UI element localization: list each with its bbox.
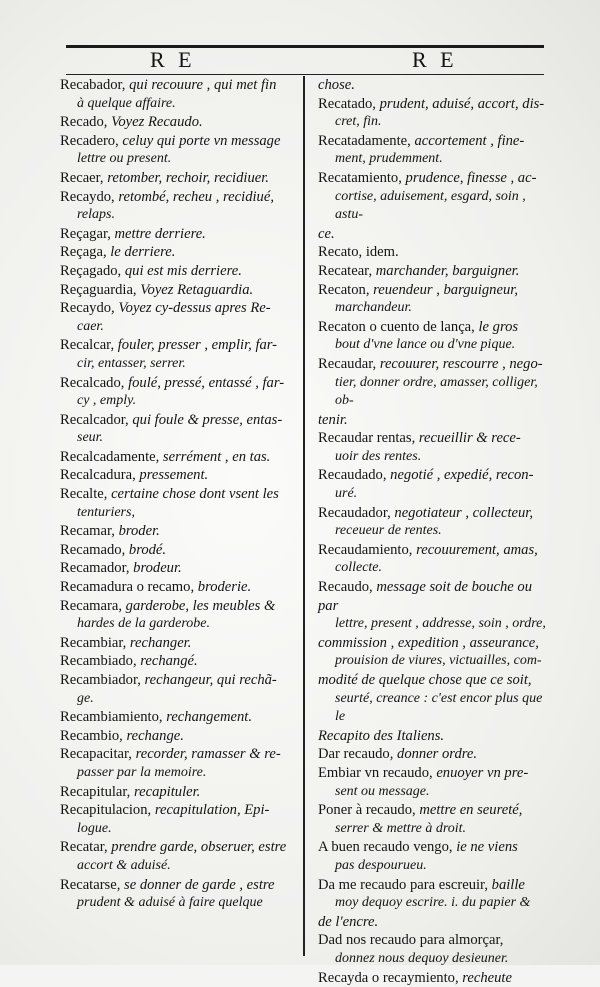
dictionary-entry xyxy=(60,541,298,560)
entry-definition: garderobe, les meubles & xyxy=(126,598,276,614)
entry-definition: negotiateur , collecteur, xyxy=(394,505,533,521)
entry-headword: Recambiar, xyxy=(60,635,130,651)
entry-definition: marchander, barguigner. xyxy=(376,263,520,279)
entry-continuation: collecte. xyxy=(318,559,550,578)
entry-headword: Recambiamiento, xyxy=(60,709,166,725)
dictionary-entry xyxy=(60,466,298,485)
entry-continuation: hardes de la garderobe. xyxy=(60,615,298,634)
entry-headword: Recambio, xyxy=(60,728,126,744)
entry-definition: celuy qui porte vn message xyxy=(122,133,280,149)
entry-definition: recouurer, rescourre , nego- xyxy=(380,356,543,372)
entry-continuation: caer. xyxy=(60,318,298,337)
entry-continuation: lettre, present , addresse, soin , ordre, xyxy=(318,615,550,634)
entry-headword: Recamado, xyxy=(60,542,129,558)
entry-definition: commission , expedition , asseurance, xyxy=(318,635,539,651)
entry-continuation: marchandeur. xyxy=(318,299,550,318)
entry-definition: qui recouure , qui met fin xyxy=(129,77,276,93)
dictionary-entry xyxy=(60,634,298,653)
dictionary-entry xyxy=(60,169,298,188)
entry-continuation: bout d'vne lance ou d'vne pique. xyxy=(318,336,550,355)
dictionary-entry xyxy=(60,801,298,838)
entry-definition: accortement , fine- xyxy=(414,133,524,149)
entry-headword: Recaudar, xyxy=(318,356,380,372)
entry-definition: negotié , expedié, recon- xyxy=(390,467,533,483)
entry-definition: rechangé. xyxy=(140,653,197,669)
entry-definition: Voyez cy-dessus apres Re- xyxy=(118,300,270,316)
entry-definition: qui est mis derriere. xyxy=(125,263,242,279)
entry-continuation: lettre ou present. xyxy=(60,150,298,169)
entry-headword: Recatear, xyxy=(318,263,376,279)
entry-headword: Recaton o cuento de lança, xyxy=(318,319,478,335)
entry-definition: rechange. xyxy=(126,728,183,744)
entry-headword: Recayda o recaymiento, xyxy=(318,970,462,986)
dictionary-entry xyxy=(318,132,550,169)
entry-definition: Voyez Recaudo. xyxy=(111,114,203,130)
dictionary-entry xyxy=(318,429,550,466)
entry-headword: Recamara, xyxy=(60,598,126,614)
entry-continuation: tier, donner ordre, amasser, colliger, ob- xyxy=(318,374,550,411)
entry-continuation: pas despourueu. xyxy=(318,857,550,876)
entry-definition: chose. xyxy=(318,77,355,93)
entry-headword: Embiar vn recaudo, xyxy=(318,765,436,781)
entry-headword: Recabador, xyxy=(60,77,129,93)
entry-definition: fouler, presser , emplir, far- xyxy=(118,337,277,353)
entry-definition: prendre garde, obseruer, estre xyxy=(111,839,286,855)
dictionary-entry xyxy=(318,411,550,430)
entry-headword: Da me recaudo para escreuir, xyxy=(318,877,492,893)
entry-continuation: uoir des rentes. xyxy=(318,448,550,467)
entry-continuation: ge. xyxy=(60,690,298,709)
entry-continuation: sent ou message. xyxy=(318,783,550,802)
dictionary-entry xyxy=(318,801,550,838)
entry-continuation: cortise, aduisement, esgard, soin , astu- xyxy=(318,188,550,225)
entry-headword: Recatadamente, xyxy=(318,133,414,149)
entry-headword: Recapacitar, xyxy=(60,746,136,762)
dictionary-entry xyxy=(60,281,298,300)
dictionary-entry xyxy=(318,578,550,634)
entry-continuation: ment, prudemment. xyxy=(318,150,550,169)
entry-headword: Recaydo, xyxy=(60,189,118,205)
header-rule xyxy=(66,45,544,48)
dictionary-entry xyxy=(318,913,550,932)
running-head-right: R E xyxy=(412,47,458,73)
header-bottom-rule xyxy=(66,74,544,75)
entry-headword: Recaudamiento, xyxy=(318,542,416,558)
dictionary-entry xyxy=(318,745,550,764)
entry-definition: pressement. xyxy=(139,467,208,483)
dictionary-entry xyxy=(318,504,550,541)
entry-definition: recheute xyxy=(462,970,512,986)
dictionary-entry xyxy=(318,931,550,968)
entry-definition: le gros xyxy=(478,319,518,335)
entry-headword: Recalcado, xyxy=(60,375,128,391)
dictionary-entry xyxy=(60,132,298,169)
entry-headword: Recalcador, xyxy=(60,412,132,428)
entry-definition: recouurement, amas, xyxy=(416,542,538,558)
entry-definition: se donner de garde , estre xyxy=(124,877,275,893)
entry-definition: donner ordre. xyxy=(397,746,477,762)
entry-definition: recorder, ramasser & re- xyxy=(136,746,281,762)
entry-headword: Recalcar, xyxy=(60,337,118,353)
entry-definition: certaine chose dont vsent les xyxy=(111,486,279,502)
entry-continuation: cir, entasser, serrer. xyxy=(60,355,298,374)
entry-definition: retomber, rechoir, recidiuer. xyxy=(107,170,269,186)
dictionary-entry xyxy=(60,708,298,727)
dictionary-entry xyxy=(60,578,298,597)
entry-continuation: relaps. xyxy=(60,206,298,225)
dictionary-entry xyxy=(60,652,298,671)
dictionary-entry xyxy=(60,76,298,113)
entry-headword: Reçaga, xyxy=(60,244,110,260)
entry-definition: broder. xyxy=(119,523,160,539)
entry-definition: brodeur. xyxy=(133,560,182,576)
entry-headword: Recaudado, xyxy=(318,467,390,483)
entry-definition: rechangeur, qui rechã- xyxy=(145,672,277,688)
dictionary-entry xyxy=(60,225,298,244)
right-column xyxy=(318,76,550,987)
dictionary-entry xyxy=(60,838,298,875)
dictionary-entry xyxy=(60,485,298,522)
entry-headword: Recatarse, xyxy=(60,877,124,893)
dictionary-entry xyxy=(318,727,550,746)
entry-headword: Recambiado, xyxy=(60,653,140,669)
dictionary-entry xyxy=(318,671,550,727)
dictionary-entry xyxy=(60,113,298,132)
entry-headword: Recapitular, xyxy=(60,784,134,800)
entry-headword: Recaudo, xyxy=(318,579,376,595)
entry-definition: ie ne viens xyxy=(456,839,518,855)
entry-definition: recueillir & rece- xyxy=(419,430,521,446)
dictionary-entry xyxy=(60,783,298,802)
dictionary-entry xyxy=(60,448,298,467)
entry-headword: Recambiador, xyxy=(60,672,145,688)
entry-headword: Reçagar, xyxy=(60,226,115,242)
entry-definition: mettre derriere. xyxy=(115,226,206,242)
dictionary-entry xyxy=(60,299,298,336)
dictionary-entry xyxy=(60,262,298,281)
dictionary-entry xyxy=(318,355,550,411)
dictionary-entry xyxy=(318,262,550,281)
dictionary-entry xyxy=(60,411,298,448)
entry-headword: Recamador, xyxy=(60,560,133,576)
entry-definition: foulé, pressé, entassé , far- xyxy=(128,375,284,391)
running-head-left: R E xyxy=(150,47,196,73)
dictionary-entry xyxy=(318,634,550,671)
entry-continuation: logue. xyxy=(60,820,298,839)
entry-headword: Reçaguardia, xyxy=(60,282,140,298)
entry-definition: mettre en seureté, xyxy=(419,802,522,818)
entry-continuation: uré. xyxy=(318,485,550,504)
entry-definition: message soit de bouche ou par xyxy=(318,579,532,614)
dictionary-entry xyxy=(318,969,550,987)
dictionary-entry xyxy=(60,188,298,225)
entry-definition: le derriere. xyxy=(110,244,175,260)
entry-headword: Recaudar rentas, xyxy=(318,430,419,446)
dictionary-entry xyxy=(60,671,298,708)
dictionary-entry xyxy=(60,559,298,578)
entry-definition: enuoyer vn pre- xyxy=(436,765,528,781)
entry-definition: Voyez Retaguardia. xyxy=(140,282,253,298)
entry-headword: Recatado, xyxy=(318,96,380,112)
entry-continuation: receueur de rentes. xyxy=(318,522,550,541)
entry-continuation: serrer & mettre à droit. xyxy=(318,820,550,839)
entry-headword: Recaer, xyxy=(60,170,107,186)
entry-definition: baille xyxy=(492,877,525,893)
entry-headword: Recaton, xyxy=(318,282,373,298)
entry-continuation: donnez nous dequoy desieuner. xyxy=(318,950,550,969)
entry-definition: recapitulation, Epi- xyxy=(155,802,270,818)
entry-headword: Recamadura o recamo, xyxy=(60,579,198,595)
entry-definition: broderie. xyxy=(198,579,251,595)
dictionary-entry xyxy=(60,336,298,373)
column-divider xyxy=(303,76,305,956)
dictionary-entry xyxy=(318,541,550,578)
entry-headword: Recado, xyxy=(60,114,111,130)
entry-definition: prudent, aduisé, accort, dis- xyxy=(380,96,545,112)
entry-continuation: prouision de viures, victuailles, com- xyxy=(318,652,550,671)
dictionary-entry xyxy=(60,745,298,782)
dictionary-entry xyxy=(60,243,298,262)
dictionary-entry xyxy=(318,169,550,225)
entry-definition: de l'encre. xyxy=(318,914,378,930)
entry-headword: Recaudador, xyxy=(318,505,394,521)
entry-headword: Recatar, xyxy=(60,839,111,855)
dictionary-entry xyxy=(60,374,298,411)
entry-definition: modité de quelque chose que ce soit, xyxy=(318,672,532,688)
entry-definition: rechanger. xyxy=(130,635,191,651)
entry-continuation: cy , emply. xyxy=(60,392,298,411)
dictionary-entry xyxy=(60,876,298,913)
entry-headword: Recalcadura, xyxy=(60,467,139,483)
entry-continuation: moy dequoy escrire. i. du papier & xyxy=(318,894,550,913)
entry-headword: Recalcadamente, xyxy=(60,449,163,465)
entry-continuation: seur. xyxy=(60,429,298,448)
entry-definition: Recapito des Italiens. xyxy=(318,728,444,744)
entry-headword: Recamar, xyxy=(60,523,119,539)
dictionary-entry xyxy=(318,318,550,355)
entry-headword: Dad nos recaudo para almorçar, xyxy=(318,932,503,948)
entry-continuation: accort & aduisé. xyxy=(60,857,298,876)
entry-continuation: à quelque affaire. xyxy=(60,95,298,114)
left-column xyxy=(60,76,298,913)
entry-definition: qui foule & presse, entas- xyxy=(132,412,282,428)
dictionary-entry xyxy=(318,281,550,318)
entry-headword: Recato, idem. xyxy=(318,244,399,260)
entry-continuation: prudent & aduisé à faire quelque xyxy=(60,894,298,913)
entry-definition: serrément , en tas. xyxy=(163,449,270,465)
entry-headword: Poner à recaudo, xyxy=(318,802,419,818)
entry-definition: prudence, finesse , ac- xyxy=(406,170,537,186)
entry-headword: Recapitulacion, xyxy=(60,802,155,818)
entry-definition: recapituler. xyxy=(134,784,200,800)
entry-headword: Recaydo, xyxy=(60,300,118,316)
entry-headword: A buen recaudo vengo, xyxy=(318,839,456,855)
dictionary-entry xyxy=(318,95,550,132)
entry-continuation: seurté, creance : c'est encor plus que le xyxy=(318,690,550,727)
dictionary-entry xyxy=(318,243,550,262)
entry-definition: tenir. xyxy=(318,412,348,428)
entry-definition: retombé, recheu , recidiué, xyxy=(118,189,274,205)
entry-continuation: passer par la memoire. xyxy=(60,764,298,783)
entry-headword: Recatamiento, xyxy=(318,170,406,186)
entry-definition: rechangement. xyxy=(166,709,252,725)
dictionary-entry xyxy=(318,76,550,95)
entry-definition: brodé. xyxy=(129,542,166,558)
entry-continuation: tenturiers, xyxy=(60,504,298,523)
dictionary-entry xyxy=(318,225,550,244)
dictionary-entry xyxy=(318,764,550,801)
entry-definition: reuendeur , barguigneur, xyxy=(373,282,518,298)
dictionary-entry xyxy=(318,876,550,913)
entry-headword: Dar recaudo, xyxy=(318,746,397,762)
dictionary-entry xyxy=(318,466,550,503)
dictionary-entry xyxy=(60,727,298,746)
entry-headword: Reçagado, xyxy=(60,263,125,279)
dictionary-entry xyxy=(318,838,550,875)
entry-headword: Recalte, xyxy=(60,486,111,502)
entry-definition: ce. xyxy=(318,226,335,242)
entry-headword: Recadero, xyxy=(60,133,122,149)
dictionary-entry xyxy=(60,522,298,541)
entry-continuation: cret, fin. xyxy=(318,113,550,132)
dictionary-entry xyxy=(60,597,298,634)
